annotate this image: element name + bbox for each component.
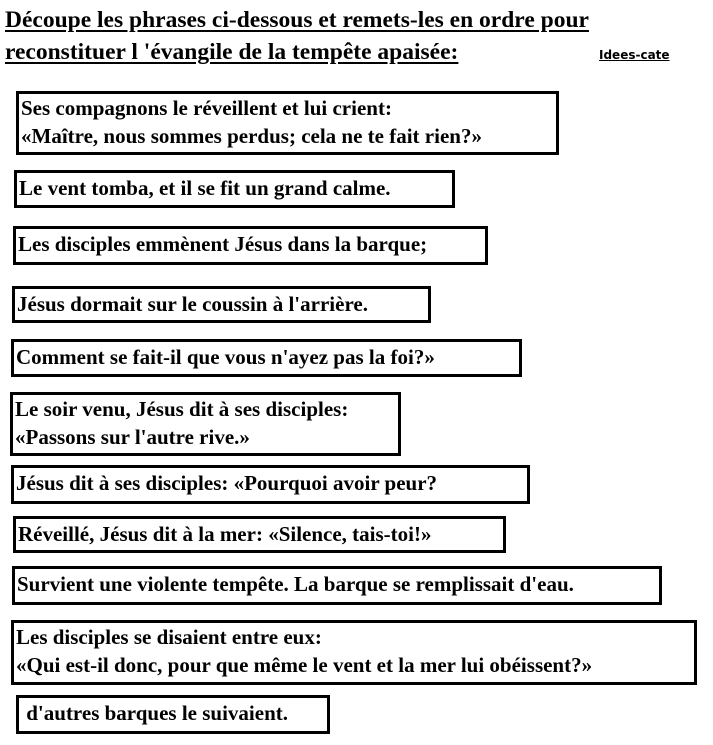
- sentence-strip-6: [10, 392, 401, 456]
- strip-line: d'autres barques le suivaient.: [21, 701, 289, 725]
- strip-line: Survient une violente tempête. La barque se remplissait d'eau.: [17, 572, 574, 596]
- source-credit: Idees-cate: [599, 48, 670, 62]
- strip-line: «Qui est-il donc, pour que même le vent et la mer lui obéissent?»: [16, 653, 593, 677]
- sentence-strip-7: [11, 465, 530, 504]
- strip-line: Les disciples emmènent Jésus dans la barque;: [18, 232, 428, 256]
- sentence-strip-8: [13, 516, 506, 553]
- strip-line: Réveillé, Jésus dit à la mer: «Silence, tais-toi!»: [18, 522, 432, 546]
- sentence-strip-11: [16, 695, 330, 734]
- strip-line: Les disciples se disaient entre eux:: [16, 625, 322, 649]
- strip-line: Jésus dormait sur le coussin à l'arrière.: [17, 292, 368, 316]
- strip-line: Comment se fait-il que vous n'ayez pas la foi?»: [16, 345, 435, 369]
- strip-line: Ses compagnons le réveillent et lui crient:: [21, 96, 392, 120]
- strip-line: «Maître, nous sommes perdus; cela ne te fait rien?»: [21, 124, 482, 148]
- strip-line: «Passons sur l'autre rive.»: [15, 425, 250, 449]
- sentence-strip-3: [13, 226, 488, 265]
- sentence-strip-1: [16, 91, 559, 155]
- strip-line: Le vent tomba, et il se fit un grand calme.: [19, 176, 391, 200]
- instruction-title-line-2: reconstituer l 'évangile de la tempête apaisée:: [5, 39, 459, 65]
- sentence-strip-10: [11, 620, 697, 685]
- instruction-title-line-1: Découpe les phrases ci-dessous et remets-les en ordre pour: [5, 7, 589, 33]
- strip-line: Jésus dit à ses disciples: «Pourquoi avoir peur?: [16, 471, 438, 495]
- strip-line: Le soir venu, Jésus dit à ses disciples:: [15, 397, 349, 421]
- sentence-strip-2: [14, 170, 455, 208]
- sentence-strip-4: [12, 286, 431, 323]
- sentence-strip-5: [11, 339, 522, 377]
- sentence-strip-9: [12, 566, 662, 605]
